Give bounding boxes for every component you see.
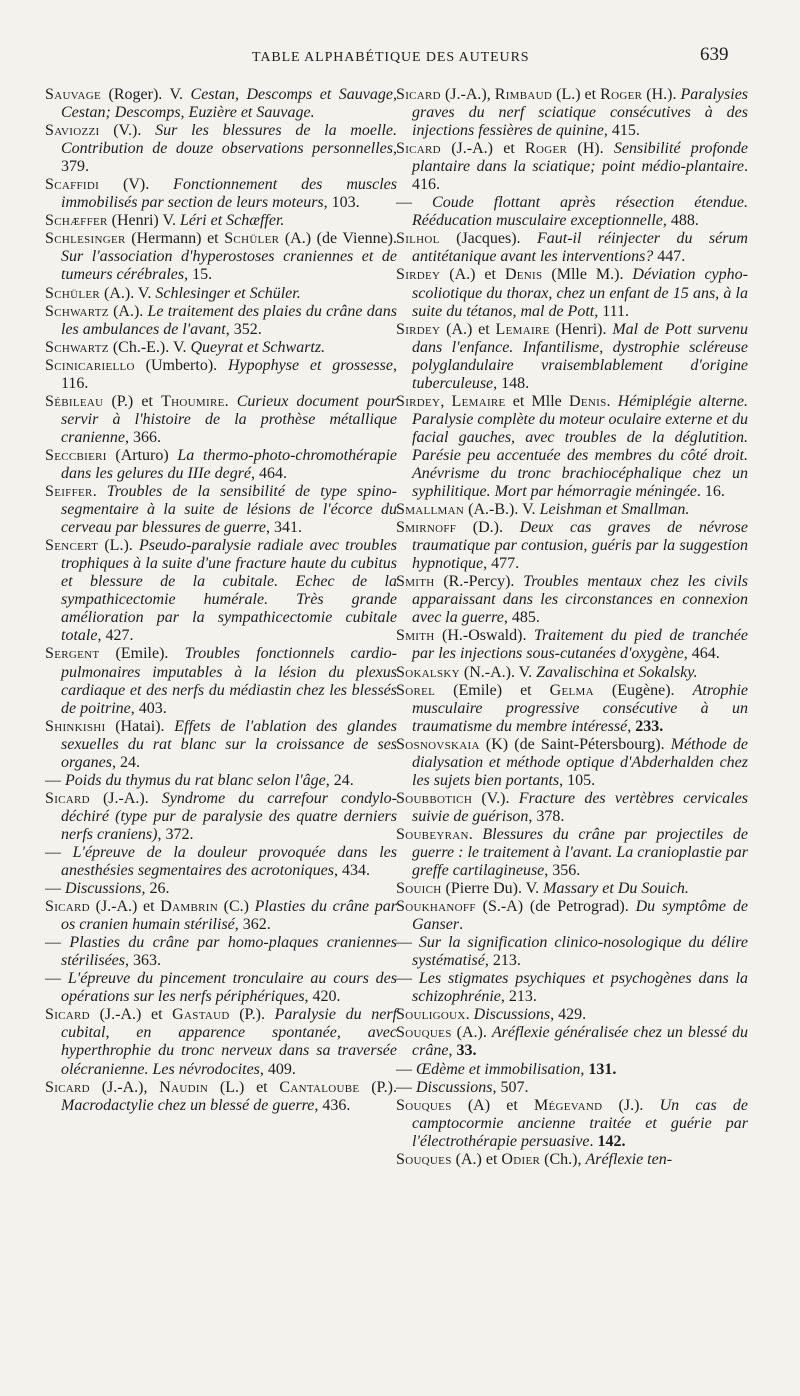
index-entry (396, 140, 748, 194)
article-title: Discussions (65, 880, 142, 898)
entry-text: (R.-Percy). (434, 573, 524, 591)
entry-text: 447. (653, 248, 686, 266)
entry-text: (J.-A.), (440, 86, 495, 103)
article-title: Troubles fonctionnels cardio-pulmonaires imputables à la lésion du plexus cardiaque et des nerfs du médiastin chez les blessés de poitrine (61, 645, 397, 717)
article-title: Déviation cypho-scoliotique du thorax, chez un enfant de 15 ans, à la suite du tétanos, mal de Pott (412, 266, 748, 320)
author-name: Sicard (45, 898, 90, 916)
entry-text: (Roger). V. (101, 86, 191, 103)
entry-text: (J.-A.) et (89, 1006, 173, 1024)
article-title: Paralysies graves du nerf sciatique consécutives à des injections fessières de quinine (412, 86, 749, 140)
entry-text: , 24. (325, 771, 354, 789)
entry-text: , 341. (265, 519, 302, 537)
author-name: Denis (504, 266, 543, 284)
entry-text: , 485. (503, 609, 540, 627)
entry-text: , 507. (492, 1078, 529, 1096)
index-entry (396, 86, 748, 140)
entry-text: — (396, 194, 433, 212)
article-title: Traitement du pied de tranchée par les injections sous-cutanées d'oxygène (412, 627, 748, 663)
article-title: Les stigmates psychiques et psychogènes dans la schizophrénie (412, 970, 749, 1006)
author-name: Rimbaud (494, 86, 553, 103)
page-reference: 142. (597, 1132, 626, 1150)
index-entry (396, 1024, 748, 1060)
index-entry (396, 970, 748, 1006)
entry-text: — (396, 1078, 416, 1096)
entry-text: , 378. (528, 807, 565, 825)
author-name: Seccbieri (45, 446, 107, 464)
author-name: Schwartz (45, 338, 109, 356)
article-title: Sur les blessures de la moelle. Contribution de douze observations personnelles (61, 122, 397, 158)
index-entry (45, 1079, 397, 1115)
entry-text: (C.) (217, 898, 255, 916)
index-entry (45, 122, 397, 176)
index-entry (45, 393, 397, 447)
article-title: Paralysie du nerf cubital, en apparence spontanée, avec hyperthrophie du tronc nerveux dans sa traversée olécranienne. Les névrodocites (61, 1006, 397, 1078)
entry-text: (A.-B.). V. (464, 501, 540, 519)
entry-text: , 488. (662, 212, 699, 230)
article-title: Troubles de la sensibilité de type spino-segmentaire à la suite de lésions de l'écorce du cerveau par blessures de guerre (61, 483, 398, 537)
index-entry (45, 357, 397, 393)
index-entry (396, 664, 748, 682)
article-title: Sensibilité profonde plantaire dans la sciatique; point médio-plantaire (412, 140, 748, 176)
article-title: Poids du thymus du rat blanc selon l'âge (65, 771, 326, 789)
author-name: Sirdey (396, 266, 441, 284)
author-name: Scinicariello (45, 356, 135, 374)
entry-text: . (459, 916, 464, 934)
article-title: Atrophie musculaire progressive consécutive à un traumatisme du membre intéressé (412, 681, 748, 735)
entry-text: (A.). V. (100, 284, 156, 302)
author-name: Smith (396, 573, 435, 591)
index-entry (45, 86, 397, 122)
author-name: Silhol (396, 230, 440, 248)
index-entry (45, 212, 397, 230)
index-entry (45, 285, 397, 303)
article-title: Massary et Du Souich. (543, 880, 689, 898)
entry-text: (J.-A.), (89, 1078, 160, 1096)
index-entry (396, 627, 748, 663)
index-entry (396, 230, 748, 266)
entry-text: , (448, 1042, 457, 1060)
entry-text: , 372. (157, 825, 194, 843)
entry-text: (A.) (de Vienne). (279, 230, 398, 248)
author-name: Sencert (45, 537, 99, 555)
entry-text: , 111. (594, 302, 630, 320)
entry-text: (Ch.), (540, 1150, 586, 1168)
entry-text: (P.) et (103, 392, 162, 410)
entry-text: , (580, 1060, 589, 1078)
author-name: Smirnoff (396, 519, 457, 537)
article-title: Coude flottant après résection étendue. Rééducation musculaire exceptionnelle (412, 194, 749, 230)
author-name: Schlesinger (45, 230, 126, 248)
author-name: Sauvage (45, 86, 102, 103)
entry-text: (Pierre Du). V. (441, 880, 544, 898)
index-entry (396, 1079, 748, 1097)
article-title: Faut-il réinjecter du sérum antitétanique avant les interventions? (412, 230, 748, 266)
entry-text: — (45, 934, 70, 952)
entry-text: — (45, 771, 65, 789)
article-title: Œdème et immobilisation (416, 1060, 581, 1078)
index-entry (396, 266, 748, 320)
author-name: Shinkishi (45, 717, 106, 735)
article-title: Cestan, Descomps et Sauvage, Cestan; Descomps, Euzière et Sauvage. (61, 86, 397, 122)
index-entry (396, 393, 748, 501)
author-name: Naudin (159, 1078, 209, 1096)
article-title: Du symptôme de Ganser (412, 898, 748, 934)
index-entry (396, 826, 748, 880)
entry-text: (A.) et (440, 266, 505, 284)
article-title: Troubles mentaux chez les civils apparaissant dans les circonstances en connexion avec la guerre (412, 573, 748, 627)
index-entry (396, 501, 748, 519)
running-title: TABLE ALPHABÉTIQUE DES AUTEURS (252, 50, 530, 65)
article-title: Mal de Pott survenu dans l'enfance. Infantilisme, dystrophie scléreuse polyglandulaire vraisemblablement d'origine tuberculeuse (412, 320, 748, 392)
author-name: Souques (396, 1024, 452, 1042)
entry-text: . (224, 392, 237, 410)
entry-text: , 103. (323, 194, 360, 212)
index-entry (396, 573, 748, 627)
entry-text: (A.). (108, 302, 148, 320)
entry-text: (Henri) V. (107, 212, 180, 230)
entry-text: — (45, 970, 68, 988)
entry-text: (J.). (602, 1096, 660, 1114)
author-name: Sicard (396, 140, 441, 158)
index-entry (45, 447, 397, 483)
index-entry (45, 844, 397, 880)
author-name: Smith (396, 627, 435, 645)
entry-text: — (45, 843, 73, 861)
entry-text: , 366. (124, 428, 161, 446)
entry-text: (Ch.-E.). V. (108, 338, 191, 356)
author-name: Gastaud (172, 1006, 230, 1024)
index-entry (396, 1151, 748, 1169)
author-name: Saviozzi (45, 122, 100, 140)
index-entry (45, 1006, 397, 1078)
index-entry (45, 339, 397, 357)
author-name: Sosnovskaia (396, 735, 480, 753)
author-name: Odier (501, 1150, 541, 1168)
entry-text: , 363. (125, 952, 161, 970)
index-entry (396, 1061, 748, 1079)
article-title: Leishman et Smallman. (539, 501, 690, 519)
article-title: Pseudo-paralysie radiale avec troubles trophiques à la suite d'une fracture haute du cubitus et blessure de la cubitale. Echec de la sympathicectomie humérale. Très grande amélioration par la sympathicectomie cubitale totale (61, 537, 397, 645)
entry-text: , 415. (603, 122, 640, 140)
page-reference: 233. (635, 717, 664, 735)
entry-text: (J.-A.) et (440, 140, 526, 158)
entry-text: (Eugène). (593, 681, 693, 699)
entry-text: , 409. (259, 1060, 296, 1078)
author-name: Soubeyran (396, 825, 469, 843)
index-entry (396, 519, 748, 573)
entry-text: (Emile). (99, 645, 185, 663)
entry-text: (L.). (98, 537, 139, 555)
author-name: Roger (525, 140, 568, 158)
author-name: Smallman (396, 501, 465, 519)
index-entry (396, 1097, 748, 1151)
author-name: Souligoux (396, 1006, 466, 1024)
article-title: L'épreuve du pincement tronculaire au cours des opérations sur les nerfs périphériques (61, 970, 398, 1006)
author-name: Sorel (396, 681, 436, 699)
author-name: Souich (396, 880, 442, 898)
entry-text: . (589, 1132, 598, 1150)
author-name: Seiffer (45, 483, 93, 501)
author-name: Sicard (45, 1006, 90, 1024)
entry-text: , 356. (544, 862, 581, 880)
article-title: Blessures du crâne par projectiles de guerre : le traitement à l'avant. La cranioplastie par greffe cartilagineuse (412, 825, 748, 880)
entry-text: , (627, 717, 636, 735)
right-column (396, 86, 748, 1169)
entry-text: , 213. (500, 988, 537, 1006)
index-entry (45, 970, 397, 1006)
entry-text: (D.). (456, 519, 520, 537)
entry-text: , 24. (111, 753, 140, 771)
page-number: 639 (700, 44, 729, 65)
index-entry (396, 898, 748, 934)
index-entry (45, 230, 397, 284)
author-name: Scaffidi (45, 176, 100, 194)
author-name: Thoumire (161, 392, 225, 410)
entry-text: et Mlle (505, 392, 569, 410)
author-name: Roger (600, 86, 643, 103)
entry-text: (V.). (472, 789, 519, 807)
entry-text: , 436. (314, 1096, 351, 1114)
article-title: Curieux document pour servir à l'histoire de la prothèse métallique cranienne (61, 392, 398, 446)
entry-text: , 116. (61, 356, 398, 392)
author-name: Schæffer (45, 212, 108, 230)
index-entry (396, 736, 748, 790)
entry-text: . (465, 1006, 474, 1024)
entry-text: — (396, 1060, 416, 1078)
entry-text: (A) et (451, 1096, 534, 1114)
entry-text: (V.). (99, 122, 156, 140)
entry-text: . (468, 825, 483, 843)
article-title: Discussions (473, 1006, 551, 1024)
entry-text: , 427. (97, 627, 134, 645)
article-title: Schlesinger et Schüler. (155, 284, 301, 302)
entry-text: . (606, 392, 618, 410)
author-name: Mégevand (533, 1096, 603, 1114)
entry-text: (L.) et (208, 1078, 280, 1096)
index-entry (45, 176, 397, 212)
article-title: Discussions (416, 1078, 493, 1096)
article-title: Fonctionnement des muscles immobilisés par section de leurs moteurs (61, 176, 397, 212)
author-name: Sicard (45, 1078, 90, 1096)
entry-text: , 26. (141, 880, 170, 898)
entry-text: (J.-A.). (89, 789, 162, 807)
article-title: Aréflexie ten- (585, 1150, 673, 1168)
entry-text: (L.) et (552, 86, 601, 103)
author-name: Sébileau (45, 392, 104, 410)
entry-text: , 148. (493, 374, 530, 392)
left-column (45, 86, 397, 1115)
index-entry (45, 934, 397, 970)
author-name: Sicard (45, 789, 90, 807)
entry-text: (Hatai). (105, 717, 175, 735)
page-reference: 131. (588, 1060, 617, 1078)
article-title: La thermo-photo-chromothérapie dans les gelures du IIIe degré (61, 446, 398, 482)
author-name: Dambrin (160, 898, 218, 916)
article-title: Méthode de dialysation et méthode optique d'Abderhalden chez les sujets bien portants (412, 735, 749, 789)
entry-text: , 352. (225, 320, 262, 338)
author-name: Schüler (45, 284, 100, 302)
entry-text: — (45, 880, 65, 898)
article-title: Léri et Schæffer. (179, 212, 285, 230)
article-title: Hémiplégie alterne. Paralysie complète du moteur oculaire externe et du facial gauches, avec troubles de la déglutition. Parésie peu accentuée des membres du côté droit. Anévrisme du tronc brachiocéphalique chez un syphilitique. Mort par hémorragie méningée (412, 392, 749, 501)
article-title: Aréflexie généralisée chez un blessé du crâne (412, 1024, 748, 1060)
entry-text: , (440, 392, 452, 410)
entry-text: , 464. (251, 464, 288, 482)
page-reference: 33. (456, 1042, 477, 1060)
author-name: Cantaloube (279, 1078, 360, 1096)
author-name: Sirdey (396, 320, 441, 338)
entry-text: , 105. (559, 771, 596, 789)
entry-text: , 15. (184, 266, 213, 284)
author-name: Denis (569, 392, 607, 410)
index-entry (396, 682, 748, 736)
author-name: Lemaire (495, 320, 550, 338)
entry-text: — (396, 934, 419, 952)
article-title: Sur l'association d'hyperostoses craniennes et de tumeurs cérébrales (61, 248, 397, 284)
index-entry (45, 898, 397, 934)
index-entry (396, 790, 748, 826)
index-entry (45, 790, 397, 844)
entry-text: (H.-Oswald). (434, 627, 534, 645)
article-title: Zavalischina et Sokalsky. (536, 663, 698, 681)
entry-text: , 362. (234, 916, 271, 934)
entry-text: . 16. (696, 483, 725, 501)
index-entry (396, 1006, 748, 1024)
entry-text: (Arturo) (106, 446, 178, 464)
author-name: Soubbotich (396, 789, 473, 807)
entry-text: (P.). (229, 1006, 275, 1024)
entry-text: , 379. (61, 140, 397, 176)
entry-text: — (396, 970, 419, 988)
entry-text: , 429. (550, 1006, 587, 1024)
entry-text: (Henri). (549, 320, 613, 338)
entry-text: , 477. (483, 555, 520, 573)
article-title: Hypophyse et grossesse (227, 356, 394, 374)
index-entry (45, 303, 397, 339)
article-title: Un cas de camptocormie ancienne traitée et guérie par l'électrothérapie persuasive (412, 1096, 748, 1150)
index-entry (396, 880, 748, 898)
entry-text: (Mlle M.). (542, 266, 633, 284)
entry-text: , 403. (130, 699, 167, 717)
article-title: Macrodactylie chez un blessé de guerre (61, 1096, 315, 1114)
article-title: Le traitement des plaies du crâne dans les ambulances de l'avant (61, 302, 397, 338)
entry-text: , 434. (334, 862, 370, 880)
entry-text: (H.). (642, 86, 681, 103)
author-name: Soukhanoff (396, 898, 476, 916)
index-entry (396, 934, 748, 970)
author-name: Sirdey (396, 392, 441, 410)
entry-text: (V). (99, 176, 174, 194)
entry-text: (P.). (359, 1078, 398, 1096)
entry-text: (Hermann) et (125, 230, 225, 248)
author-name: Souques (396, 1096, 452, 1114)
article-title: Queyrat et Schwartz. (190, 338, 326, 356)
index-entry (45, 880, 397, 898)
index-entry (45, 483, 397, 537)
index-entry (45, 645, 397, 717)
entry-text: , 420. (304, 988, 341, 1006)
entry-text: , 464. (683, 645, 720, 663)
author-name: Gelma (549, 681, 594, 699)
entry-text: (A.). (451, 1024, 492, 1042)
entry-text: . 416. (412, 158, 748, 194)
author-name: Sokalsky (396, 663, 460, 681)
entry-text: (A.) et (451, 1150, 502, 1168)
entry-text: (H). (567, 140, 614, 158)
entry-text: (K) (de Saint-Pétersbourg). (479, 735, 671, 753)
article-title: L'épreuve de la douleur provoquée dans les anesthésies segmentaires des acrotoniques (61, 843, 397, 880)
entry-text: (J.-A.) et (89, 898, 161, 916)
author-name: Schüler (224, 230, 280, 248)
article-title: Plasties du crâne par os cranien humain stérilisé (61, 898, 398, 934)
article-title: Syndrome du carrefour condylo-déchiré (type pur de paralysie des quatre derniers nerfs craniens) (61, 789, 397, 843)
index-entry (396, 321, 748, 393)
author-name: Sicard (396, 86, 441, 103)
article-title: Deux cas graves de névrose traumatique par contusion, guéris par la suggestion hypnotique (412, 519, 748, 573)
entry-text: (N.-A.). V. (459, 663, 537, 681)
author-name: Schwartz (45, 302, 109, 320)
index-entry (396, 194, 748, 230)
entry-text: . (92, 483, 107, 501)
index-entry (45, 537, 397, 645)
entry-text: (Umberto). (134, 356, 228, 374)
author-name: Souques (396, 1150, 452, 1168)
index-entry (45, 772, 397, 790)
author-name: Lemaire (451, 392, 506, 410)
article-title: Sur la signification clinico-nosologique du délire systématisé (412, 934, 749, 970)
article-title: Effets de l'ablation des glandes sexuelles du rat blanc sur la croissance de ses organes (61, 717, 397, 771)
entry-text: (Jacques). (439, 230, 537, 248)
author-name: Sergent (45, 645, 100, 663)
entry-text: (A.) et (440, 320, 496, 338)
entry-text: (Emile) et (435, 681, 550, 699)
article-title: Fracture des vertèbres cervicales suivie de guérison (412, 789, 748, 825)
index-entry (45, 718, 397, 772)
entry-text: (S.-A) (de Petrograd). (475, 898, 636, 916)
entry-text: , 213. (484, 952, 521, 970)
article-title: Plasties du crâne par homo-plaques craniennes stérilisées (61, 934, 398, 970)
